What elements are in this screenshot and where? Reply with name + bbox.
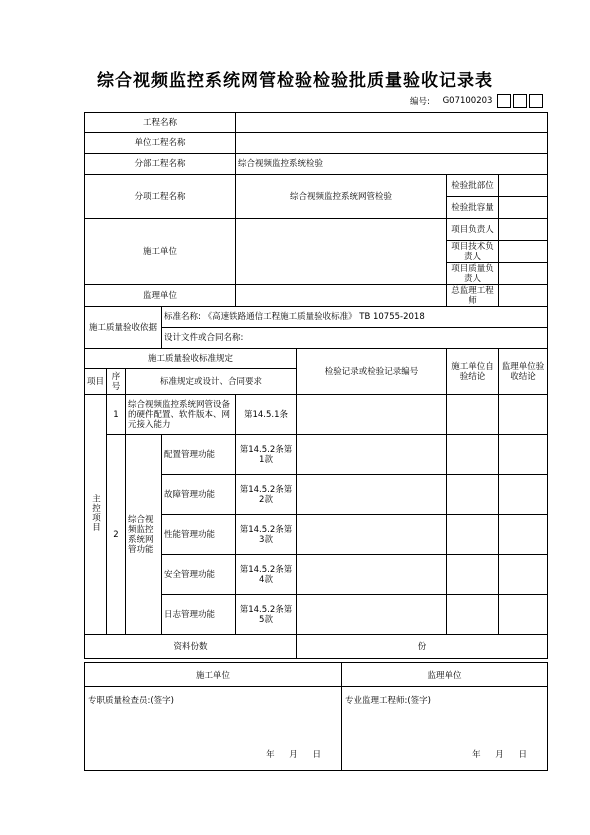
item1-supervise[interactable] bbox=[499, 395, 548, 435]
design-doc: 设计文件或合同名称: bbox=[162, 328, 548, 349]
supervisor-value[interactable] bbox=[236, 285, 447, 307]
sub5-clause: 第14.5.2条第5款 bbox=[236, 595, 297, 635]
item-project-label: 分项工程名称 bbox=[85, 175, 236, 219]
record-header: 检验记录或检验记录编号 bbox=[297, 349, 447, 395]
sub1-clause: 第14.5.2条第1款 bbox=[236, 435, 297, 475]
sub5-self[interactable] bbox=[447, 595, 499, 635]
item1-clause: 第14.5.1条 bbox=[236, 395, 297, 435]
sub4-supervise[interactable] bbox=[499, 555, 548, 595]
item-project-value: 综合视频监控系统网管检验 bbox=[236, 175, 447, 219]
chief-engineer-value[interactable] bbox=[499, 285, 548, 307]
batch-part-value[interactable] bbox=[499, 175, 548, 197]
contractor-sig-label: 专职质量检查员:(签字) bbox=[88, 696, 174, 706]
sub3-self[interactable] bbox=[447, 515, 499, 555]
sub5-supervise[interactable] bbox=[499, 595, 548, 635]
sub5-name: 日志管理功能 bbox=[162, 595, 236, 635]
project-name-value[interactable] bbox=[236, 113, 548, 133]
sub4-record[interactable] bbox=[297, 555, 447, 595]
sub1-name: 配置管理功能 bbox=[162, 435, 236, 475]
item-header: 项目 bbox=[85, 369, 107, 395]
data-count-unit: 份 bbox=[297, 635, 548, 659]
contractor-signature[interactable] bbox=[85, 687, 342, 771]
sub2-supervise[interactable] bbox=[499, 475, 548, 515]
code-value: G07100203 bbox=[442, 96, 493, 106]
item2-seq: 2 bbox=[107, 435, 126, 635]
item1-seq: 1 bbox=[107, 395, 126, 435]
sub-project-value: 综合视频监控系统检验 bbox=[236, 154, 548, 175]
project-lead-value[interactable] bbox=[499, 219, 548, 241]
spec-header: 施工质量验收标准规定 bbox=[85, 349, 297, 369]
basis-label: 施工质量验收依据 bbox=[85, 307, 162, 349]
sign-supervisor-header: 监理单位 bbox=[342, 663, 548, 687]
tech-lead-label: 项目技术负责人 bbox=[447, 241, 499, 263]
batch-capacity-label: 检验批容量 bbox=[447, 197, 499, 219]
sub1-record[interactable] bbox=[297, 435, 447, 475]
signature-table bbox=[84, 662, 548, 771]
supervisor-label: 监理单位 bbox=[85, 285, 236, 307]
item1-self[interactable] bbox=[447, 395, 499, 435]
item1-desc: 综合视频监控系统网管设备的硬件配置、软件版本、网元接入能力 bbox=[126, 395, 236, 435]
item2-desc: 综合视频监控系统网管功能 bbox=[126, 435, 162, 635]
sign-contractor-header: 施工单位 bbox=[85, 663, 342, 687]
sub3-name: 性能管理功能 bbox=[162, 515, 236, 555]
standard-name: 标准名称: 《高速铁路通信工程施工质量验收标准》 TB 10755-2018 bbox=[162, 307, 548, 328]
unit-project-value[interactable] bbox=[236, 133, 548, 154]
sub2-name: 故障管理功能 bbox=[162, 475, 236, 515]
code-box-1[interactable] bbox=[497, 94, 511, 108]
data-count-label: 资料份数 bbox=[85, 635, 297, 659]
req-header: 标准规定或设计、合同要求 bbox=[126, 369, 297, 395]
sub2-self[interactable] bbox=[447, 475, 499, 515]
seq-header: 序号 bbox=[107, 369, 126, 395]
supervisor-signature[interactable] bbox=[342, 687, 548, 771]
project-lead-label: 项目负责人 bbox=[447, 219, 499, 241]
quality-lead-label: 项目质量负责人 bbox=[447, 263, 499, 285]
page-title: 综合视频监控系统网管检验检验批质量验收记录表 bbox=[97, 71, 493, 91]
sub4-self[interactable] bbox=[447, 555, 499, 595]
main-control-label: 主控项目 bbox=[85, 395, 107, 635]
batch-capacity-value[interactable] bbox=[499, 197, 548, 219]
batch-part-label: 检验批部位 bbox=[447, 175, 499, 197]
chief-engineer-label: 总监理工程师 bbox=[447, 285, 499, 307]
supervisor-date: 年 月 日 bbox=[472, 750, 527, 760]
inspection-table bbox=[84, 112, 548, 659]
item1-record[interactable] bbox=[297, 395, 447, 435]
sub4-name: 安全管理功能 bbox=[162, 555, 236, 595]
sub4-clause: 第14.5.2条第4款 bbox=[236, 555, 297, 595]
sub2-record[interactable] bbox=[297, 475, 447, 515]
project-name-label: 工程名称 bbox=[85, 113, 236, 133]
code-box-2[interactable] bbox=[513, 94, 527, 108]
supervise-check-header: 监理单位验收结论 bbox=[499, 349, 548, 395]
code-label: 编号: bbox=[410, 97, 430, 107]
self-check-header: 施工单位自验结论 bbox=[447, 349, 499, 395]
sub1-self[interactable] bbox=[447, 435, 499, 475]
sub3-supervise[interactable] bbox=[499, 515, 548, 555]
sub-project-label: 分部工程名称 bbox=[85, 154, 236, 175]
form-code bbox=[410, 94, 543, 108]
sub3-record[interactable] bbox=[297, 515, 447, 555]
contractor-value[interactable] bbox=[236, 219, 447, 285]
sub1-supervise[interactable] bbox=[499, 435, 548, 475]
unit-project-label: 单位工程名称 bbox=[85, 133, 236, 154]
sub2-clause: 第14.5.2条第2款 bbox=[236, 475, 297, 515]
contractor-date: 年 月 日 bbox=[266, 750, 321, 760]
supervisor-sig-label: 专业监理工程师:(签字) bbox=[345, 696, 431, 706]
contractor-label: 施工单位 bbox=[85, 219, 236, 285]
tech-lead-value[interactable] bbox=[499, 241, 548, 263]
sub3-clause: 第14.5.2条第3款 bbox=[236, 515, 297, 555]
quality-lead-value[interactable] bbox=[499, 263, 548, 285]
sub5-record[interactable] bbox=[297, 595, 447, 635]
code-box-3[interactable] bbox=[529, 94, 543, 108]
